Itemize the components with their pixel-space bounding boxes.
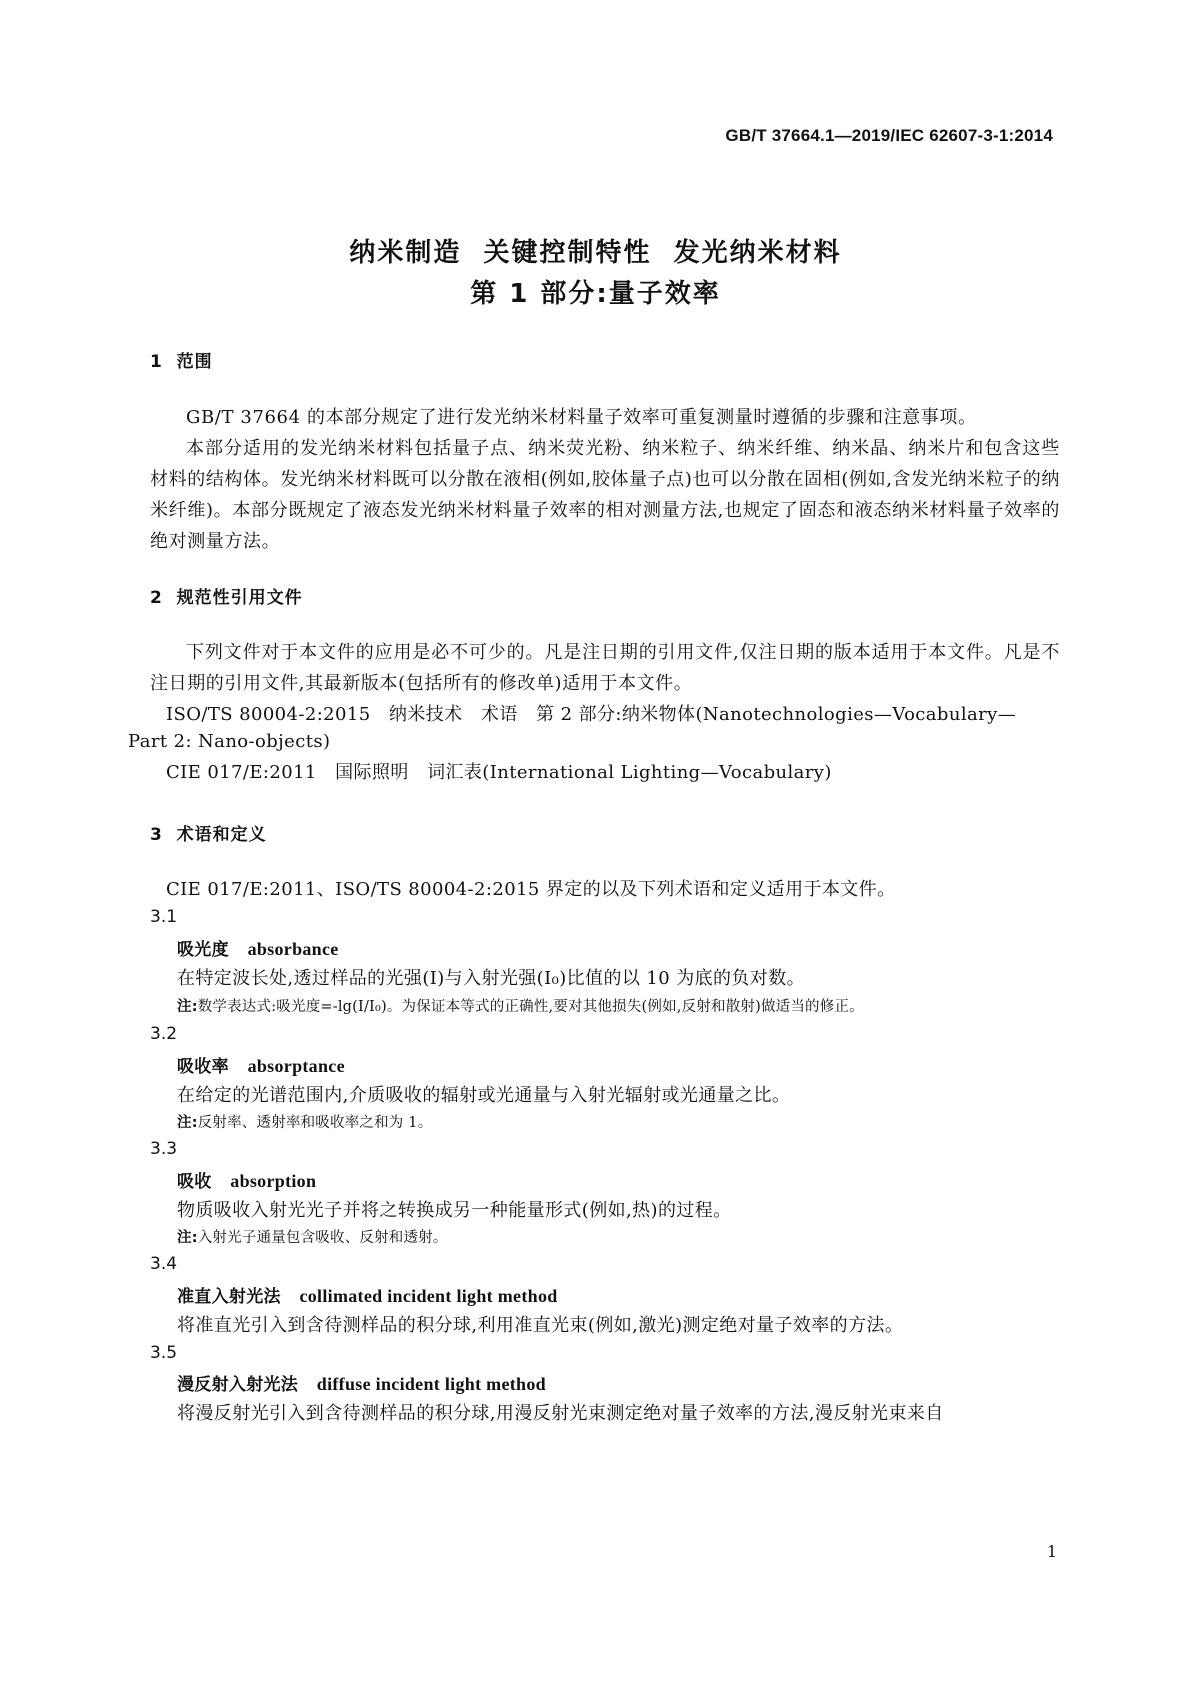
term-definition: 在给定的光谱范围内,介质吸收的辐射或光通量与入射光辐射或光通量之比。 [177, 1085, 791, 1106]
term-number: 3.4 [150, 1254, 178, 1274]
terms-intro: CIE 017/E:2011、ISO/TS 80004-2:2015 界定的以及下列术语和定义适用于本文件。 [166, 879, 896, 900]
scope-paragraph-1: GB/T 37664 的本部分规定了进行发光纳米材料量子效率可重复测量时遵循的步骤和注意事项。 [186, 407, 977, 428]
term-title-zh: 吸收率 [177, 1057, 229, 1077]
term-definition: 将漫反射光引入到含待测样品的积分球,用漫反射光束测定绝对量子效率的方法,漫反射光束来自 [177, 1403, 944, 1424]
section-heading-scope: 1 范围 [150, 352, 213, 372]
term-note [177, 1226, 448, 1247]
term-number: 3.5 [150, 1343, 178, 1363]
term-note [177, 1111, 432, 1132]
term-number: 3.1 [150, 907, 178, 927]
term-number: 3.3 [150, 1139, 178, 1159]
note-label: 注: [177, 1115, 198, 1131]
term-title-zh: 吸收 [177, 1172, 212, 1192]
term-definition: 在特定波长处,透过样品的光强(I)与入射光强(I₀)比值的以 10 为底的负对数。 [177, 968, 805, 989]
references-paragraph: 下列文件对于本文件的应用是必不可少的。凡是注日期的引用文件,仅注日期的版本适用于本文件。凡是不注日期的引用文件,其最新版本(包括所有的修改单)适用于本文件。 [150, 642, 1060, 694]
note-text: 反射率、透射率和吸收率之和为 1。 [197, 1115, 433, 1131]
reference-iso-line1: ISO/TS 80004-2:2015 纳米技术 术语 第 2 部分:纳米物体(Nanotechnologies—Vocabulary— [166, 704, 1017, 725]
term-title [177, 1167, 316, 1192]
note-text: 数学表达式:吸光度=-lg(I/I₀)。为保证本等式的正确性,要对其他损失(例如,反射和散射)做适当的修正。 [197, 999, 864, 1015]
term-title [177, 935, 339, 960]
term-number: 3.2 [150, 1024, 178, 1044]
term-title-en: absorption [230, 1171, 317, 1191]
term-title-zh: 吸光度 [177, 940, 229, 960]
term-definition: 物质吸收入射光光子并将之转换成另一种能量形式(例如,热)的过程。 [177, 1200, 732, 1221]
note-label: 注: [177, 1230, 198, 1246]
document-title-line2: 第 1 部分:量子效率 [470, 279, 721, 309]
term-title-zh: 漫反射入射光法 [177, 1375, 299, 1395]
term-title-en: absorptance [247, 1056, 345, 1076]
section-heading-terms: 3 术语和定义 [150, 825, 267, 845]
scope-paragraph-2: 本部分适用的发光纳米材料包括量子点、纳米荧光粉、纳米粒子、纳米纤维、纳米晶、纳米片和包含这些材料的结构体。发光纳米材料既可以分散在液相(例如,胶体量子点)也可以分散在固相(例如,含发光纳米粒子的纳米纤维)。本部分既规定了液态发光纳米材料量子效率的相对测量方法,也规定了固态和液态纳米材料量子效率的绝对测量方法。 [150, 438, 1060, 552]
term-title-en: absorbance [247, 939, 339, 959]
term-title-en: collimated incident light method [299, 1286, 558, 1306]
term-title-en: diffuse incident light method [316, 1374, 546, 1394]
term-definition: 将准直光引入到含待测样品的积分球,利用准直光束(例如,激光)测定绝对量子效率的方法。 [177, 1315, 904, 1336]
header-code: GB/T 37664.1—2019/IEC 62607-3-1:2014 [725, 126, 1053, 145]
term-note [177, 995, 864, 1016]
term-title-zh: 准直入射光法 [177, 1287, 281, 1307]
section-heading-normative-references: 2 规范性引用文件 [150, 588, 303, 608]
term-title [177, 1282, 558, 1307]
page-number: 1 [1046, 1542, 1057, 1561]
document-title-line1: 纳米制造 关键控制特性 发光纳米材料 [349, 238, 842, 268]
note-text: 入射光子通量包含吸收、反射和透射。 [197, 1230, 448, 1246]
term-title [177, 1052, 345, 1077]
reference-iso-line2: Part 2: Nano-objects) [128, 731, 331, 752]
term-title [177, 1370, 546, 1395]
reference-cie: CIE 017/E:2011 国际照明 词汇表(International Lighting—Vocabulary) [166, 762, 832, 783]
note-label: 注: [177, 999, 198, 1015]
